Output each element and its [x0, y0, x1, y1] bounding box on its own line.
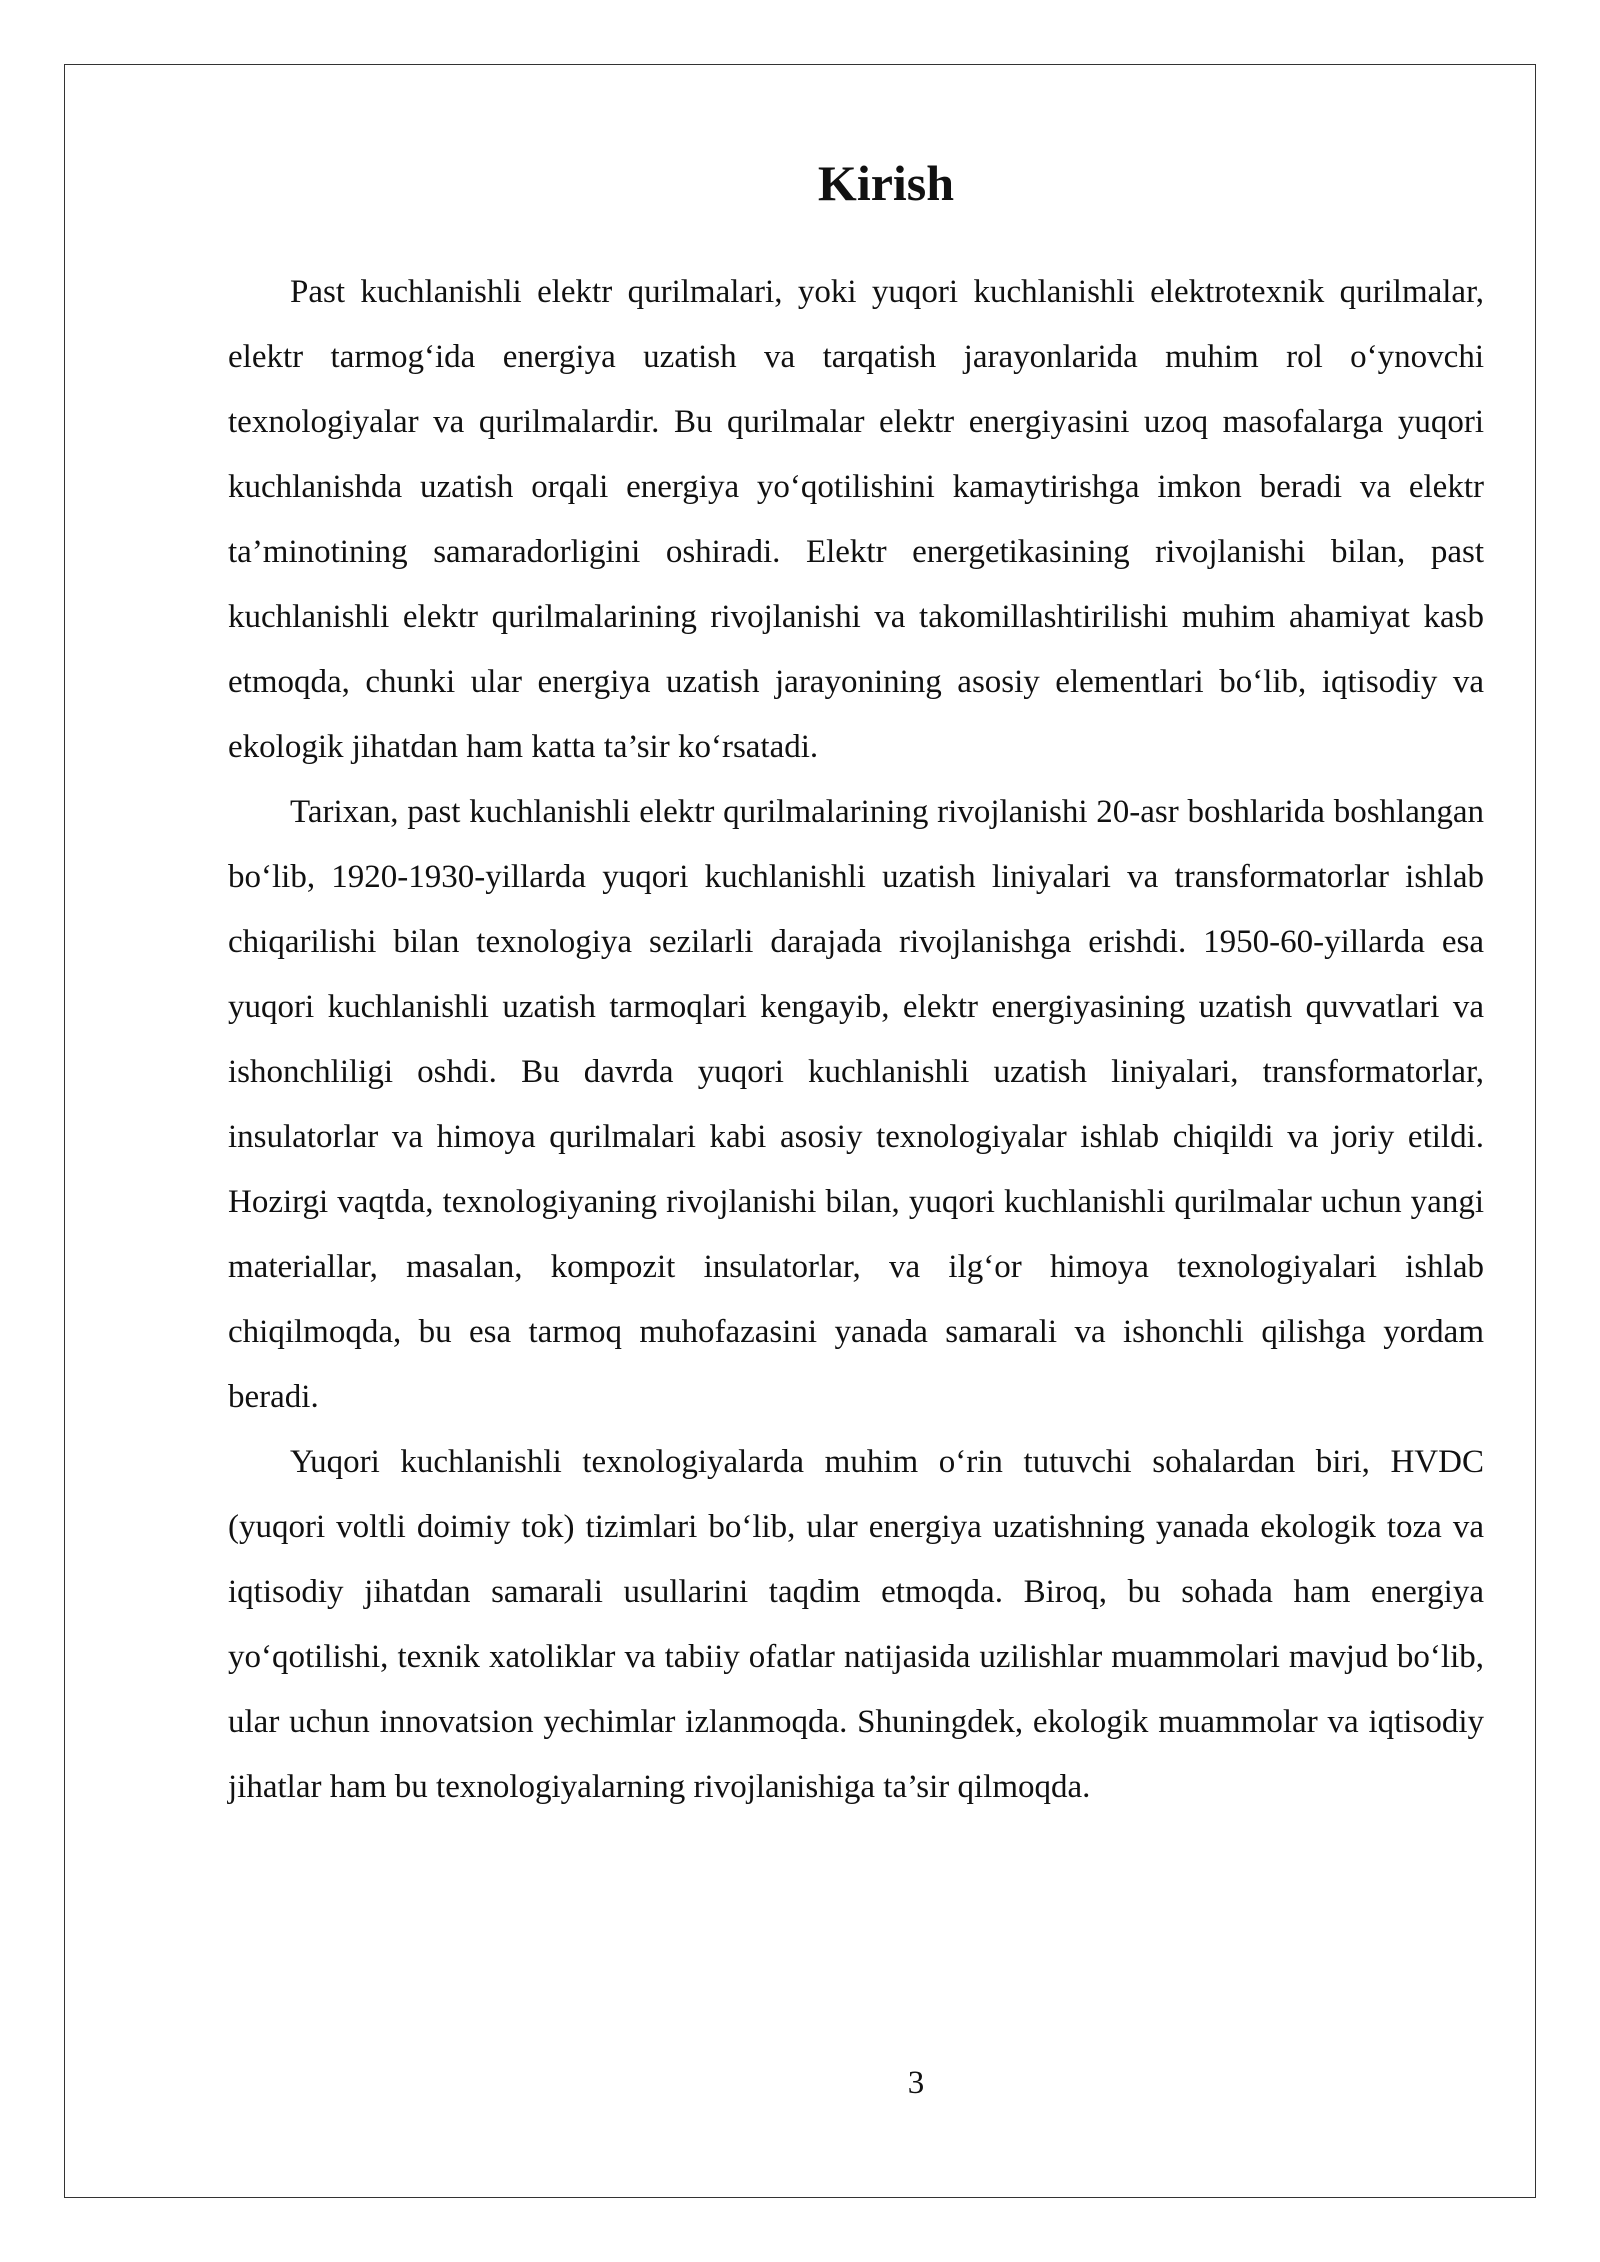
- paragraph-2: Tarixan, past kuchlanishli elektr qurilmalarining rivojlanishi 20-asr boshlarida boshlangan bo‘lib, 1920-1930-yillarda yuqori kuchlanishli uzatish liniyalari va transformatorlar ishlab chiqarilishi bilan texnologiya sezilarli darajada rivojlanishga erishdi. 1950-60-yillarda esa yuqori kuchlanishli uzatish tarmoqlari kengayib, elektr energiyasining uzatish quvvatlari va ishonchliligi oshdi. Bu davrda yuqori kuchlanishli uzatish liniyalari, transformatorlar, insulatorlar va himoya qurilmalari kabi asosiy texnologiyalar ishlab chiqildi va joriy etildi. Hozirgi vaqtda, texnologiyaning rivojlanishi bilan, yuqori kuchlanishli qurilmalar uchun yangi materiallar, masalan, kompozit insulatorlar, va ilg‘or himoya texnologiyalari ishlab chiqilmoqda, bu esa tarmoq muhofazasini yanada samarali va ishonchli qilishga yordam beradi.: [228, 794, 1484, 1415]
- page-number: 3: [907, 2065, 925, 2101]
- page-content: [228, 148, 1484, 1820]
- page-title: Kirish: [817, 155, 955, 211]
- paragraph-3: Yuqori kuchlanishli texnologiyalarda muhim o‘rin tutuvchi sohalardan biri, HVDC (yuqori voltli doimiy tok) tizimlari bo‘lib, ular energiya uzatishning yanada ekologik toza va iqtisodiy jihatdan samarali usullarini taqdim etmoqda. Biroq, bu sohada ham energiya yo‘qotilishi, texnik xatoliklar va tabiiy ofatlar natijasida uzilishlar muammolari mavjud bo‘lib, ular uchun innovatsion yechimlar izlanmoqda. Shuningdek, ekologik muammolar va iqtisodiy jihatlar ham bu texnologiyalarning rivojlanishiga ta’sir qilmoqda.: [228, 1444, 1484, 1805]
- paragraph-1: Past kuchlanishli elektr qurilmalari, yoki yuqori kuchlanishli elektrotexnik qurilmalar, elektr tarmog‘ida energiya uzatish va tarqatish jarayonlarida muhim rol o‘ynovchi texnologiyalar va qurilmalardir. Bu qurilmalar elektr energiyasini uzoq masofalarga yuqori kuchlanishda uzatish orqali energiya yo‘qotilishini kamaytirishga imkon beradi va elektr ta’minotining samaradorligini oshiradi. Elektr energetikasining rivojlanishi bilan, past kuchlanishli elektr qurilmalarining rivojlanishi va takomillashtirilishi muhim ahamiyat kasb etmoqda, chunki ular energiya uzatish jarayonining asosiy elementlari bo‘lib, iqtisodiy va ekologik jihatdan ham katta ta’sir ko‘rsatadi.: [228, 274, 1484, 765]
